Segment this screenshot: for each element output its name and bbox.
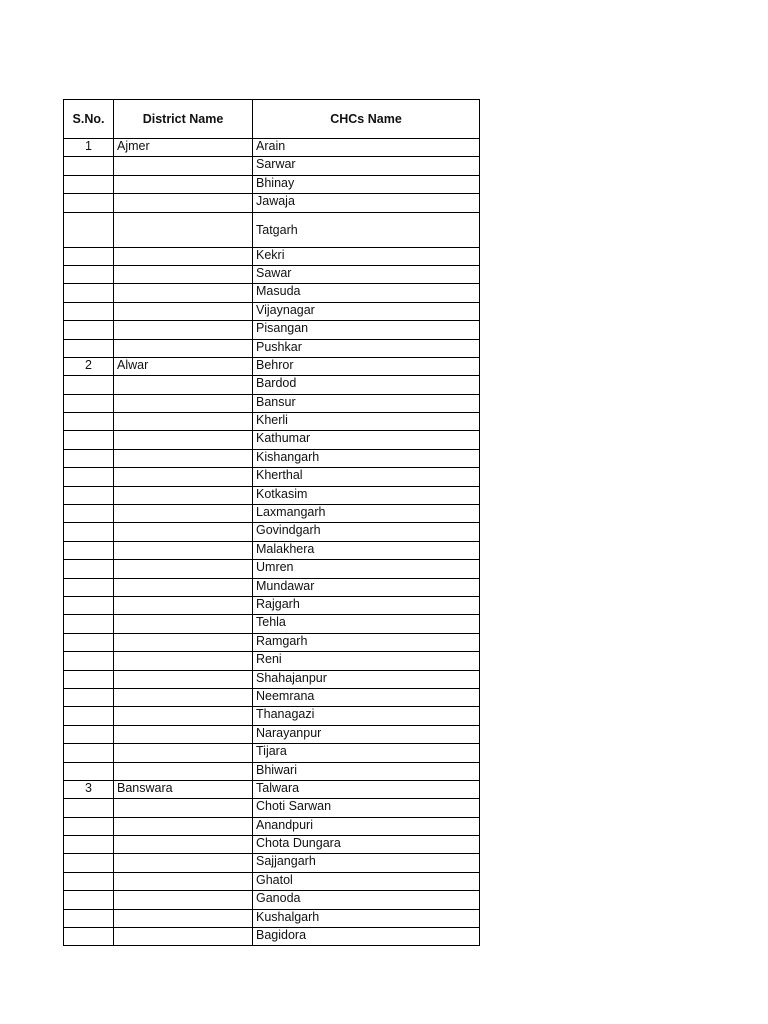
- district-cell: [114, 725, 253, 743]
- chc-name-cell: Reni: [253, 652, 480, 670]
- sno-cell: 3: [64, 780, 114, 798]
- table-row: [64, 376, 480, 394]
- table-row: [64, 302, 480, 320]
- table-row: [64, 560, 480, 578]
- district-cell: [114, 321, 253, 339]
- district-cell: [114, 157, 253, 175]
- district-cell: [114, 836, 253, 854]
- table-row: [64, 157, 480, 175]
- district-cell: [114, 212, 253, 247]
- chc-name-cell: Bardod: [253, 376, 480, 394]
- table-row: [64, 872, 480, 890]
- table-row: [64, 836, 480, 854]
- table-row: [64, 596, 480, 614]
- table-row: [64, 357, 480, 375]
- district-cell: [114, 670, 253, 688]
- table-row: [64, 854, 480, 872]
- district-cell: [114, 339, 253, 357]
- district-cell: [114, 872, 253, 890]
- chc-name-cell: Narayanpur: [253, 725, 480, 743]
- chc-name-cell: Thanagazi: [253, 707, 480, 725]
- district-cell: [114, 762, 253, 780]
- table-row: [64, 468, 480, 486]
- sno-header: S.No.: [64, 100, 114, 139]
- district-cell: [114, 688, 253, 706]
- chc-name-cell: Laxmangarh: [253, 505, 480, 523]
- chc-name-cell: Ganoda: [253, 891, 480, 909]
- chc-name-cell: Tijara: [253, 744, 480, 762]
- sno-cell: [64, 284, 114, 302]
- district-cell: [114, 560, 253, 578]
- district-cell: [114, 523, 253, 541]
- table-row: [64, 431, 480, 449]
- chc-name-cell: Kushalgarh: [253, 909, 480, 927]
- chc-name-cell: Sawar: [253, 265, 480, 283]
- chc-name-cell: Masuda: [253, 284, 480, 302]
- table-row: [64, 633, 480, 651]
- sno-cell: [64, 633, 114, 651]
- sno-cell: [64, 431, 114, 449]
- sno-cell: [64, 265, 114, 283]
- sno-cell: [64, 707, 114, 725]
- chc-name-cell: Mundawar: [253, 578, 480, 596]
- district-cell: [114, 394, 253, 412]
- district-cell: [114, 468, 253, 486]
- chc-name-cell: Kathumar: [253, 431, 480, 449]
- sno-cell: [64, 505, 114, 523]
- table-row: [64, 578, 480, 596]
- sno-cell: [64, 836, 114, 854]
- chc-name-cell: Choti Sarwan: [253, 799, 480, 817]
- table-row: [64, 817, 480, 835]
- table-row: [64, 615, 480, 633]
- table-row: [64, 762, 480, 780]
- sno-cell: [64, 909, 114, 927]
- district-cell: [114, 817, 253, 835]
- chc-name-cell: Pushkar: [253, 339, 480, 357]
- sno-cell: [64, 872, 114, 890]
- district-cell: [114, 376, 253, 394]
- sno-cell: [64, 688, 114, 706]
- table-row: [64, 247, 480, 265]
- sno-cell: [64, 157, 114, 175]
- sno-cell: [64, 194, 114, 212]
- table-row: [64, 284, 480, 302]
- chc-name-cell: Bagidora: [253, 928, 480, 946]
- table-row: [64, 670, 480, 688]
- table-row: [64, 505, 480, 523]
- sno-cell: [64, 762, 114, 780]
- sno-cell: [64, 854, 114, 872]
- table-row: [64, 744, 480, 762]
- sno-cell: [64, 596, 114, 614]
- chc-name-cell: Bansur: [253, 394, 480, 412]
- chc-name-cell: Govindgarh: [253, 523, 480, 541]
- sno-cell: [64, 799, 114, 817]
- table-row: [64, 212, 480, 247]
- chc-name-cell: Behror: [253, 357, 480, 375]
- table-row: [64, 321, 480, 339]
- table-row: [64, 523, 480, 541]
- district-cell: [114, 175, 253, 193]
- chc-name-cell: Jawaja: [253, 194, 480, 212]
- district-cell: [114, 615, 253, 633]
- table-row: [64, 909, 480, 927]
- district-cell: [114, 652, 253, 670]
- chc-name-cell: Kherli: [253, 413, 480, 431]
- district-cell: [114, 891, 253, 909]
- table-row: [64, 413, 480, 431]
- table-row: [64, 780, 480, 798]
- district-cell: [114, 707, 253, 725]
- chc-name-cell: Kotkasim: [253, 486, 480, 504]
- chc-name-cell: Tatgarh: [253, 212, 480, 247]
- district-cell: [114, 486, 253, 504]
- chc-name-cell: Sarwar: [253, 157, 480, 175]
- district-cell: [114, 247, 253, 265]
- chc-name-cell: Kekri: [253, 247, 480, 265]
- sno-cell: [64, 247, 114, 265]
- table-row: [64, 725, 480, 743]
- chc-name-cell: Shahajanpur: [253, 670, 480, 688]
- table-row: [64, 175, 480, 193]
- sno-cell: [64, 541, 114, 559]
- chc-name-cell: Malakhera: [253, 541, 480, 559]
- district-cell: [114, 909, 253, 927]
- sno-cell: [64, 212, 114, 247]
- sno-cell: [64, 928, 114, 946]
- sno-cell: [64, 891, 114, 909]
- sno-cell: [64, 486, 114, 504]
- district-cell: [114, 505, 253, 523]
- sno-cell: [64, 302, 114, 320]
- chc-name-cell: Ramgarh: [253, 633, 480, 651]
- sno-cell: [64, 744, 114, 762]
- table-row: [64, 652, 480, 670]
- sno-cell: [64, 817, 114, 835]
- table-row: [64, 891, 480, 909]
- chc-name-cell: Umren: [253, 560, 480, 578]
- chc-name-cell: Chota Dungara: [253, 836, 480, 854]
- district-cell: [114, 413, 253, 431]
- district-cell: [114, 744, 253, 762]
- header-row: [64, 100, 480, 139]
- district-cell: [114, 541, 253, 559]
- sno-cell: [64, 449, 114, 467]
- sno-cell: [64, 468, 114, 486]
- sno-cell: [64, 394, 114, 412]
- district-cell: [114, 265, 253, 283]
- table-row: [64, 486, 480, 504]
- table-row: [64, 449, 480, 467]
- chc-name-cell: Kherthal: [253, 468, 480, 486]
- table-row: [64, 194, 480, 212]
- table-row: [64, 139, 480, 157]
- chcs-name-header: CHCs Name: [253, 100, 480, 139]
- chc-name-cell: Ghatol: [253, 872, 480, 890]
- sno-cell: [64, 725, 114, 743]
- sno-cell: [64, 376, 114, 394]
- sno-cell: 2: [64, 357, 114, 375]
- district-cell: [114, 194, 253, 212]
- table-row: [64, 799, 480, 817]
- sno-cell: 1: [64, 139, 114, 157]
- sno-cell: [64, 339, 114, 357]
- chc-name-cell: Arain: [253, 139, 480, 157]
- district-cell: [114, 633, 253, 651]
- table-row: [64, 928, 480, 946]
- chc-name-cell: Kishangarh: [253, 449, 480, 467]
- sno-cell: [64, 560, 114, 578]
- sno-cell: [64, 652, 114, 670]
- chc-name-cell: Rajgarh: [253, 596, 480, 614]
- district-cell: [114, 928, 253, 946]
- chc-name-cell: Anandpuri: [253, 817, 480, 835]
- chc-name-cell: Vijaynagar: [253, 302, 480, 320]
- chc-name-cell: Neemrana: [253, 688, 480, 706]
- chc-name-cell: Tehla: [253, 615, 480, 633]
- district-cell: [114, 431, 253, 449]
- sno-cell: [64, 615, 114, 633]
- table-row: [64, 541, 480, 559]
- chc-name-cell: Pisangan: [253, 321, 480, 339]
- sno-cell: [64, 321, 114, 339]
- district-cell: [114, 596, 253, 614]
- table-row: [64, 688, 480, 706]
- chc-table: [63, 99, 480, 946]
- district-cell: [114, 449, 253, 467]
- sno-cell: [64, 578, 114, 596]
- sno-cell: [64, 523, 114, 541]
- district-cell: Banswara: [114, 780, 253, 798]
- district-cell: [114, 799, 253, 817]
- district-cell: [114, 854, 253, 872]
- sno-cell: [64, 175, 114, 193]
- table-row: [64, 707, 480, 725]
- district-cell: Ajmer: [114, 139, 253, 157]
- sno-cell: [64, 413, 114, 431]
- district-name-header: District Name: [114, 100, 253, 139]
- sno-cell: [64, 670, 114, 688]
- table-row: [64, 265, 480, 283]
- table-row: [64, 394, 480, 412]
- district-cell: [114, 284, 253, 302]
- chc-name-cell: Bhinay: [253, 175, 480, 193]
- district-cell: Alwar: [114, 357, 253, 375]
- chc-name-cell: Sajjangarh: [253, 854, 480, 872]
- district-cell: [114, 578, 253, 596]
- chc-name-cell: Talwara: [253, 780, 480, 798]
- district-cell: [114, 302, 253, 320]
- table-row: [64, 339, 480, 357]
- chc-name-cell: Bhiwari: [253, 762, 480, 780]
